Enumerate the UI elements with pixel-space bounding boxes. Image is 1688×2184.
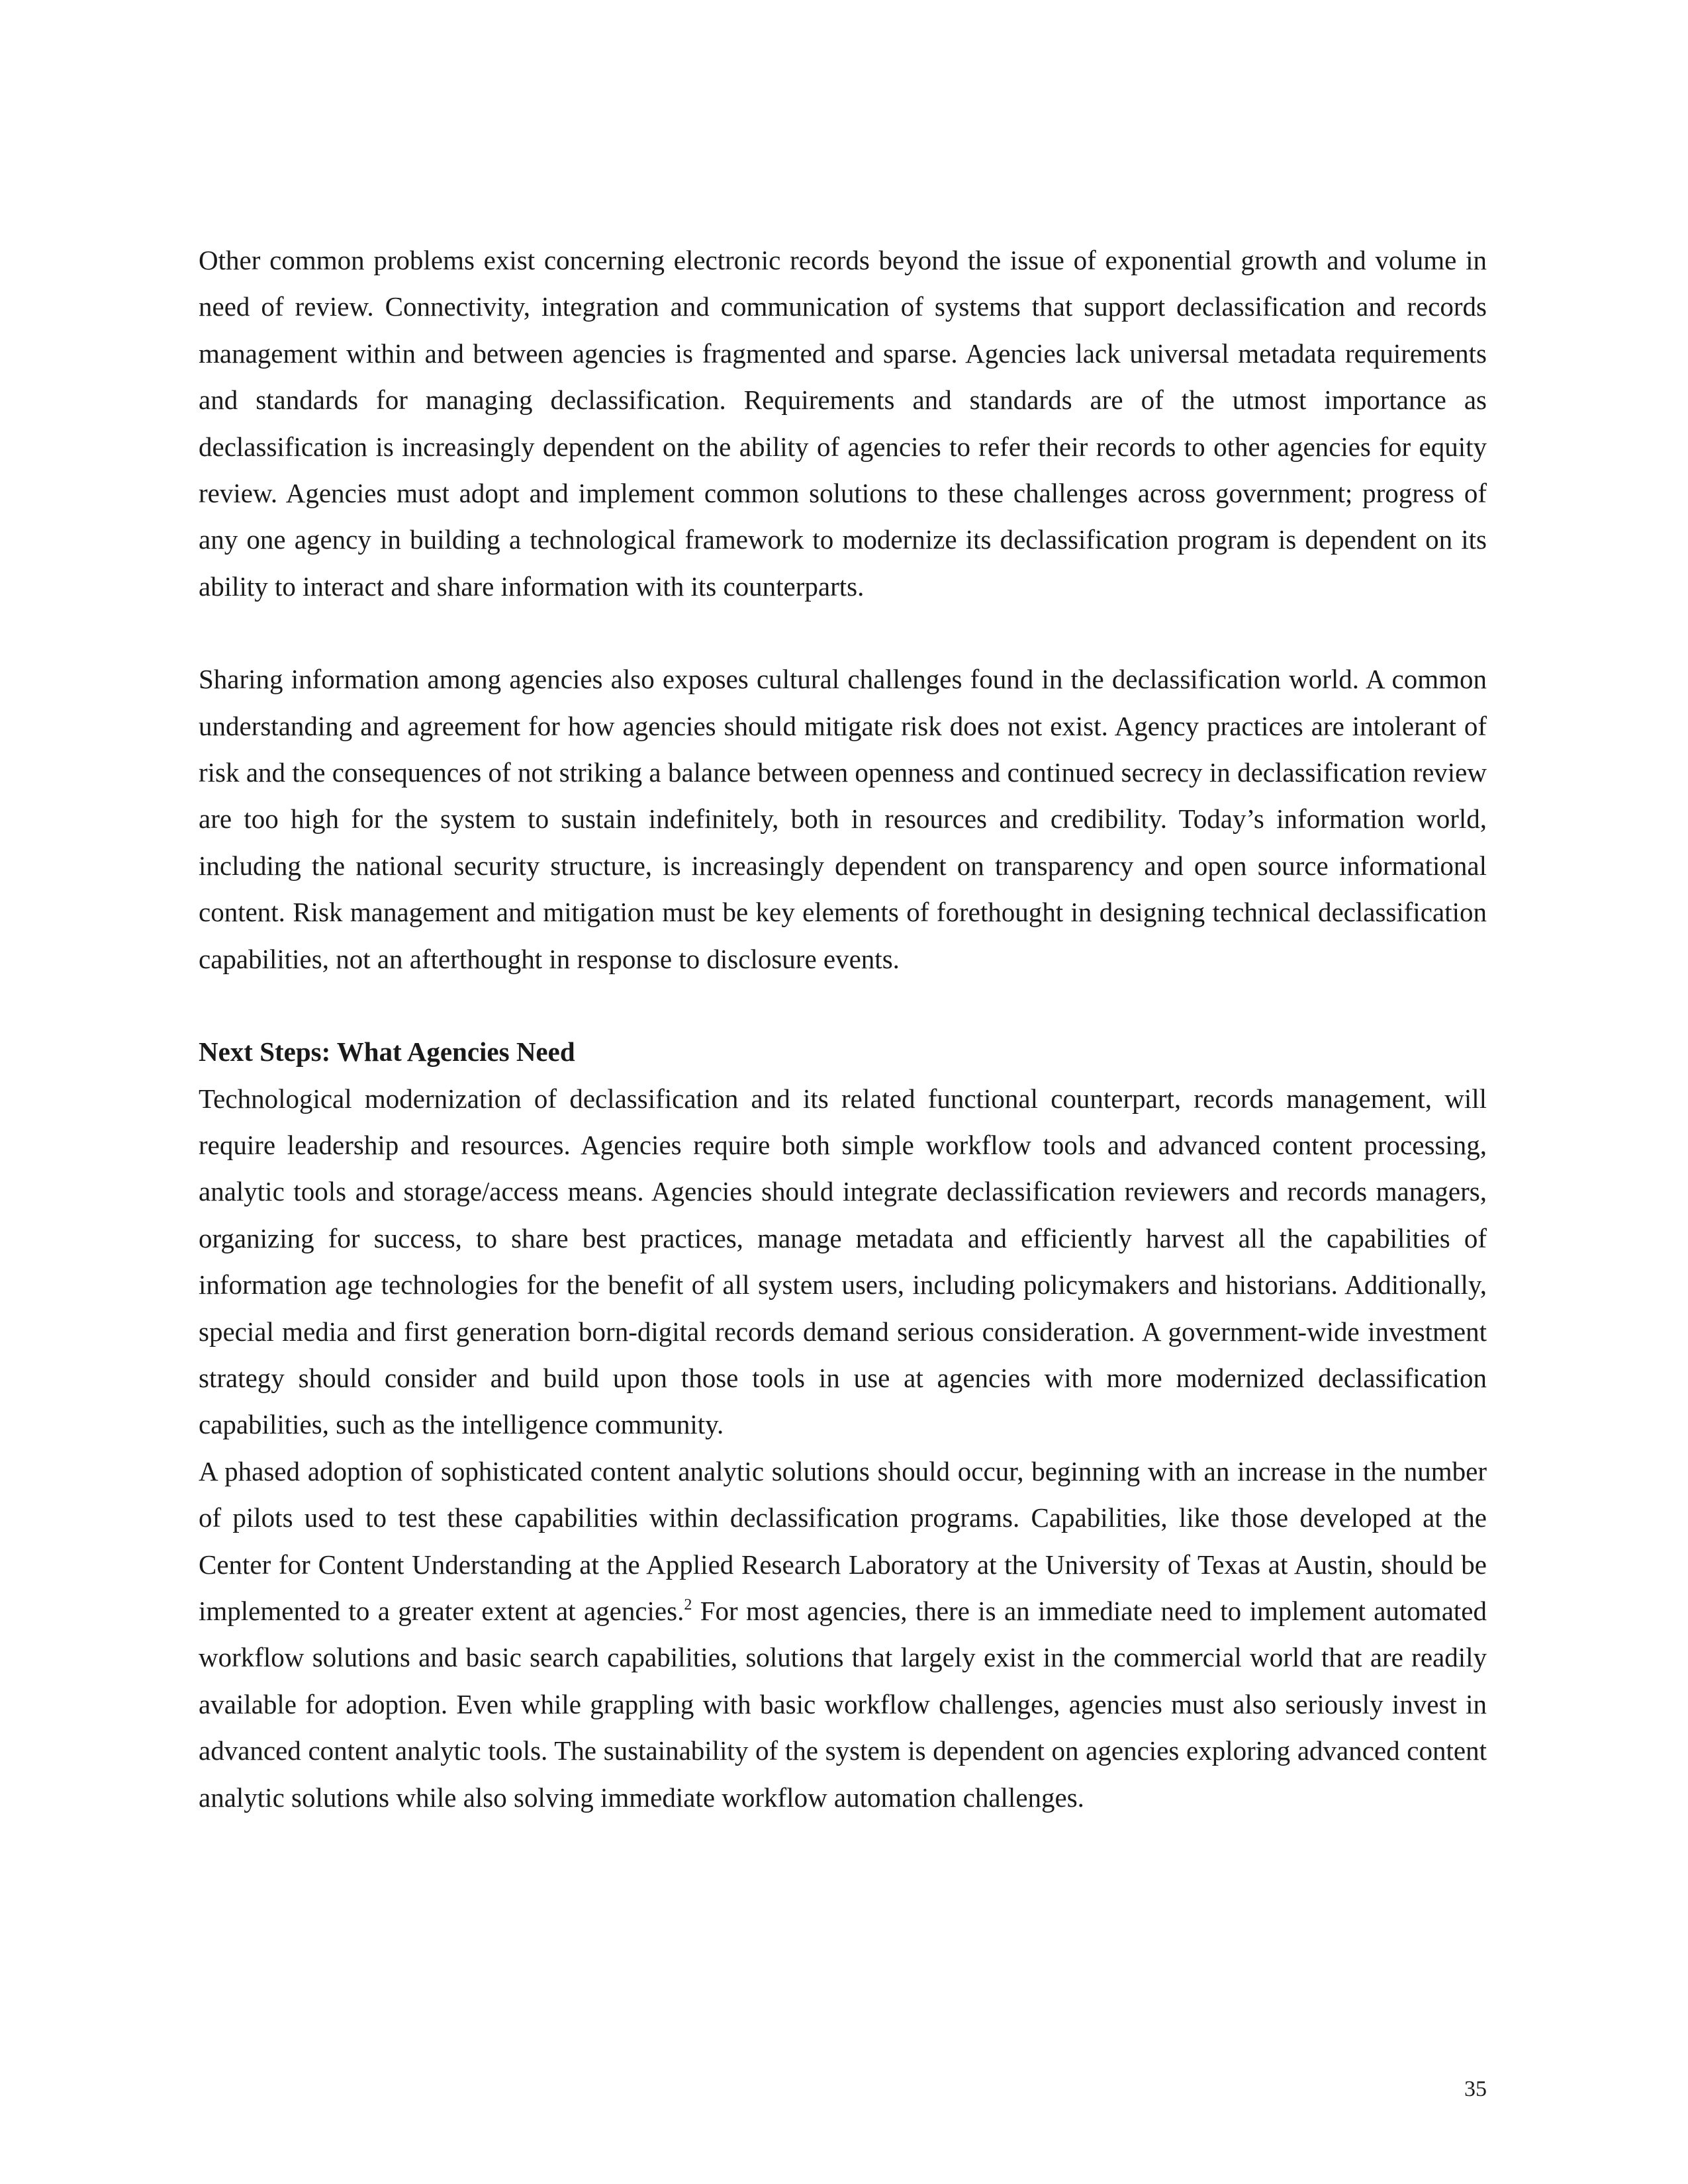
footnote-marker[interactable]: 2 [684,1596,692,1614]
paragraph-spacer [199,982,1487,1028]
paragraph-sharing-information: Sharing information among agencies also exposes cultural challenges found in the declassification world. A common understanding and agreement for how agencies should mitigate risk does not exist. Agency practices are intolerant of risk and the consequences of not striking a balance between openness and continued secrecy in declassification review are too high for the system to sustain indefinitely, both in resources and credibility. Today’s information world, including the national security structure, is increasingly dependent on transparency and open source informational content. Risk management and mitigation must be key elements of forethought in designing technical declassification capabilities, not an afterthought in response to disclosure events. [199,664,1487,974]
paragraph-electronic-records: Other common problems exist concerning electronic records beyond the issue of exponential growth and volume in need of review. Connectivity, integration and communication of systems that support declassification and records management within and between agencies is fragmented and sparse. Agencies lack universal metadata requirements and standards for managing declassification. Requirements and standards are of the utmost importance as declassification is increasingly dependent on the ability of agencies to refer their records to other agencies for equity review. Agencies must adopt and implement common solutions to these challenges across government; progress of any one agency in building a technological framework to modernize its declassification program is dependent on its ability to interact and share information with its counterparts. [199,245,1487,602]
paragraph-text: A phased adoption of sophisticated content analytic solutions should occur, beginning with an increase in the number of pilots used to test these capabilities within declassification programs. Capabilities, like those developed at the Center for Content Understanding at the Applied Research Laboratory at the University of Texas at Austin, should be implemented to a greater extent at agencies. [199,1455,1487,1626]
page-number: 35 [1464,2077,1487,2101]
document-body [199,237,1487,1821]
section-heading: Next Steps: What Agencies Need [199,1036,575,1068]
paragraph-phased-adoption [199,1448,1487,1821]
paragraph-technological-modernization: Technological modernization of declassification and its related functional counterpart, records management, will require leadership and resources. Agencies require both simple workflow tools and advanced content processing, analytic tools and storage/access means. Agencies should integrate declassification reviewers and records managers, organizing for success, to share best practices, manage metadata and efficiently harvest all the capabilities of information age technologies for the benefit of all system users, including policymakers and historians. Additionally, special media and first generation born-digital records demand serious consideration. A government-wide investment strategy should consider and build upon those tools in use at agencies with more modernized declassification capabilities, such as the intelligence community. [199,1083,1487,1440]
paragraph-text: For most agencies, there is an immediate need to implement automated workflow solutions and basic search capabilities, solutions that largely exist in the commercial world that are readily available for adoption. Even while grappling with basic workflow challenges, agencies must also seriously invest in advanced content analytic tools. The sustainability of the system is dependent on agencies exploring advanced content analytic solutions while also solving immediate workflow automation challenges. [199,1595,1487,1813]
paragraph-spacer [199,610,1487,656]
